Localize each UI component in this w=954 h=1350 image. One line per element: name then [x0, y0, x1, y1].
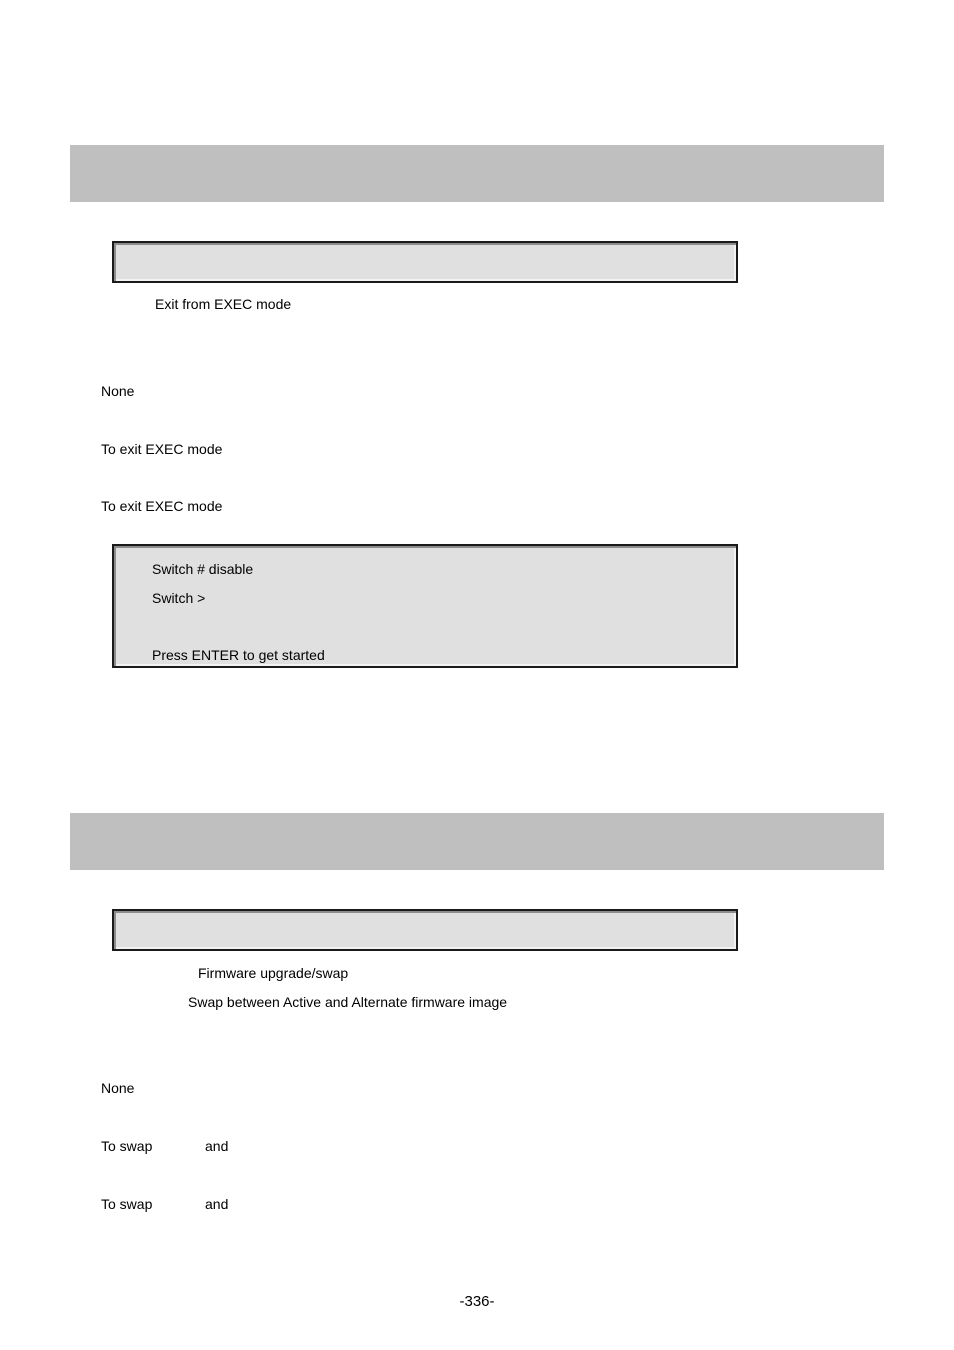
example-line: Switch # disable [152, 561, 254, 577]
usage-guideline-conj: and [205, 1138, 229, 1154]
usage-guideline-prefix: To swap [101, 1138, 153, 1154]
default-value: None [101, 1080, 135, 1096]
parameter-swap: Swap between Active and Alternate firmware image [188, 994, 508, 1010]
syntax-box-disable [112, 241, 738, 283]
example-intro: To exit EXEC mode [101, 498, 223, 514]
example-box-disable [112, 544, 738, 668]
default-value: None [101, 383, 135, 399]
parameter-firmware: Firmware upgrade/swap [198, 965, 349, 981]
example-intro-prefix: To swap [101, 1196, 153, 1212]
syntax-box-firmware-swap [112, 909, 738, 951]
example-line: Press ENTER to get started [152, 647, 325, 663]
usage-guideline: To exit EXEC mode [101, 441, 223, 457]
example-line: Switch > [152, 590, 206, 606]
page-number: -336- [459, 1293, 495, 1310]
section-heading-bar-firmware-swap [70, 813, 884, 870]
command-description: Exit from EXEC mode [155, 296, 292, 312]
example-intro-conj: and [205, 1196, 229, 1212]
section-heading-bar-disable [70, 145, 884, 202]
